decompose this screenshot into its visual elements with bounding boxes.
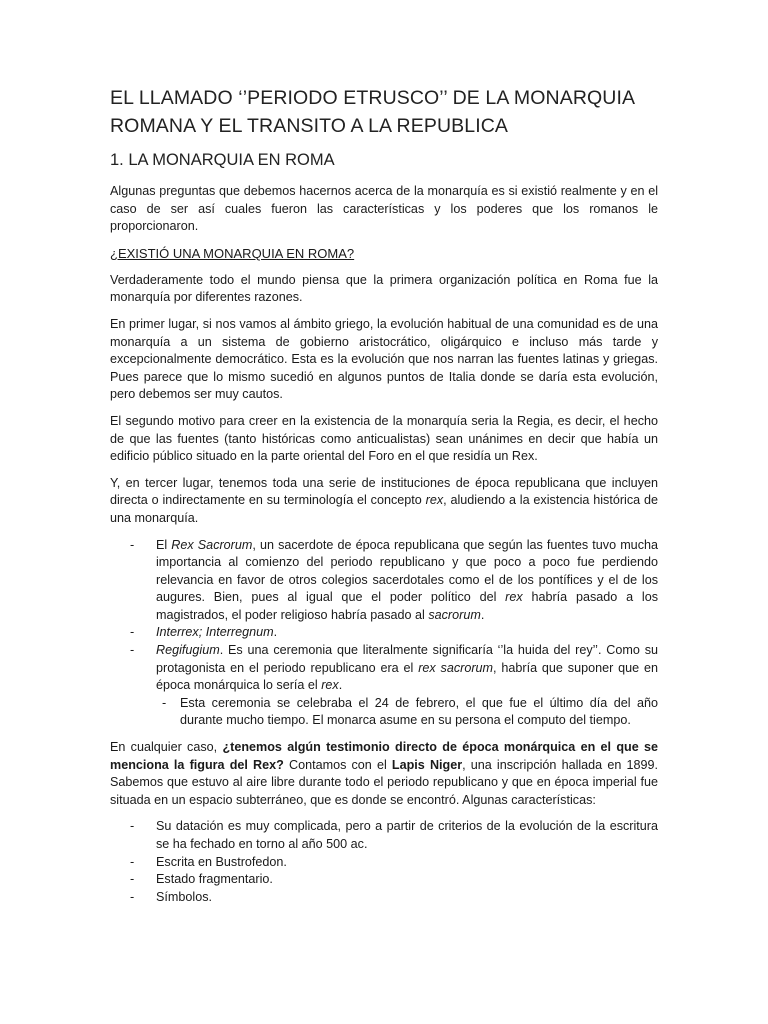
list-item: - Estado fragmentario.	[130, 872, 273, 887]
question-subheading: ¿EXISTIÓ UNA MONARQUIA EN ROMA?	[110, 245, 355, 261]
paragraph-4: Y, en tercer lugar, tenemos toda una serie de instituciones de época republicana que incluyen directa o indirectamente en su terminología el concepto rex, aludiendo a la existencia histórica de una monarquía.	[110, 475, 658, 525]
sub-list-item: - Esta ceremonia se celebraba el 24 de febrero, el que fue el último día del año durante mucho tiempo. El monarca asume en su persona el computo del tiempo.	[162, 695, 658, 728]
list-item: - Su datación es muy complicada, pero a partir de criterios de la evolución de la escritura se ha fechado en torno al año 500 ac.	[130, 819, 658, 851]
list-item: - Interrex; Interregnum.	[130, 625, 278, 640]
bold-question: ¿tenemos algún testimonio directo de época monárquica en el que se menciona la figura del Rex?	[110, 740, 659, 772]
term-rex: rex	[425, 493, 444, 508]
paragraph-3: El segundo motivo para creer en la existencia de la monarquía seria la Regia, es decir, el hecho de que las fuentes (tanto históricas como anticualistas) sean unánimes en decir que había un edificio público situado en la parte oriental del Foro en el que residía un Rex.	[110, 413, 658, 464]
paragraph-5: En cualquier caso, ¿tenemos algún testimonio directo de época monárquica en el que se menciona la figura del Rex? Contamos con el Lapis Niger, una inscripción hallada en 1899. Sabemos que estuvo al aire libre durante todo el periodo republicano y que en época imperial fue situada en un espacio subterráneo, que es donde se encontró. Algunas características:	[110, 740, 659, 807]
list-item: - El Rex Sacrorum, un sacerdote de época republicana que según las fuentes tuvo mucha importancia al comienzo del periodo republicano y que poco a poco fue perdiendo relevancia en favor de otros colegios sacerdotales como el de los pontífices y el de los augures. Bien, pues al igual que el poder político del rex habría pasado a los magistrados, el poder religioso habría pasado al sacrorum.	[130, 537, 659, 622]
intro-paragraph: Algunas preguntas que debemos hacernos acerca de la monarquía es si existió realmente y en el caso de ser así cuales fueron las características y los poderes que los romanos le proporcionaron.	[110, 184, 658, 234]
document-title: EL LLAMADO ‘’PERIODO ETRUSCO’’ DE LA MONARQUIA ROMANA Y EL TRANSITO A LA REPUBLICA	[110, 87, 634, 137]
institutions-list	[110, 537, 658, 731]
sub-list	[156, 695, 658, 730]
paragraph-1: Verdaderamente todo el mundo piensa que la primera organización política en Roma fue la monarquía por diferentes razones.	[110, 272, 658, 305]
list-item: - Regifugium. Es una ceremonia que literalmente significaría ‘’la huida del rey’’. Como su protagonista en el periodo republicano era el rex sacrorum, habría que suponer que en época monárquica lo sería el rex. - Esta ceremonia se celebraba el 24 de febrero, el que fue el último día del año durante mucho tiempo. El monarca asume en su persona el computo del tiempo.	[110, 642, 658, 730]
paragraph-2: En primer lugar, si nos vamos al ámbito griego, la evolución habitual de una comunidad es de una monarquía a un sistema de gobierno aristocrático, oligárquico e incluso más tarde y excepcionalmente democrático. Esta es la evolución que nos narran las fuentes latinas y griegas. Pues parece que lo mismo sucedió en algunos puntos de Italia donde se daría esta evolución, pero debemos ser muy cautos.	[110, 316, 658, 402]
list-item: - Símbolos.	[130, 889, 212, 904]
lapis-niger-term: Lapis Niger	[391, 757, 463, 772]
list-item: - Escrita en Bustrofedon.	[130, 854, 287, 869]
characteristics-list	[110, 818, 658, 906]
section-heading: 1. LA MONARQUIA EN ROMA	[110, 151, 335, 169]
